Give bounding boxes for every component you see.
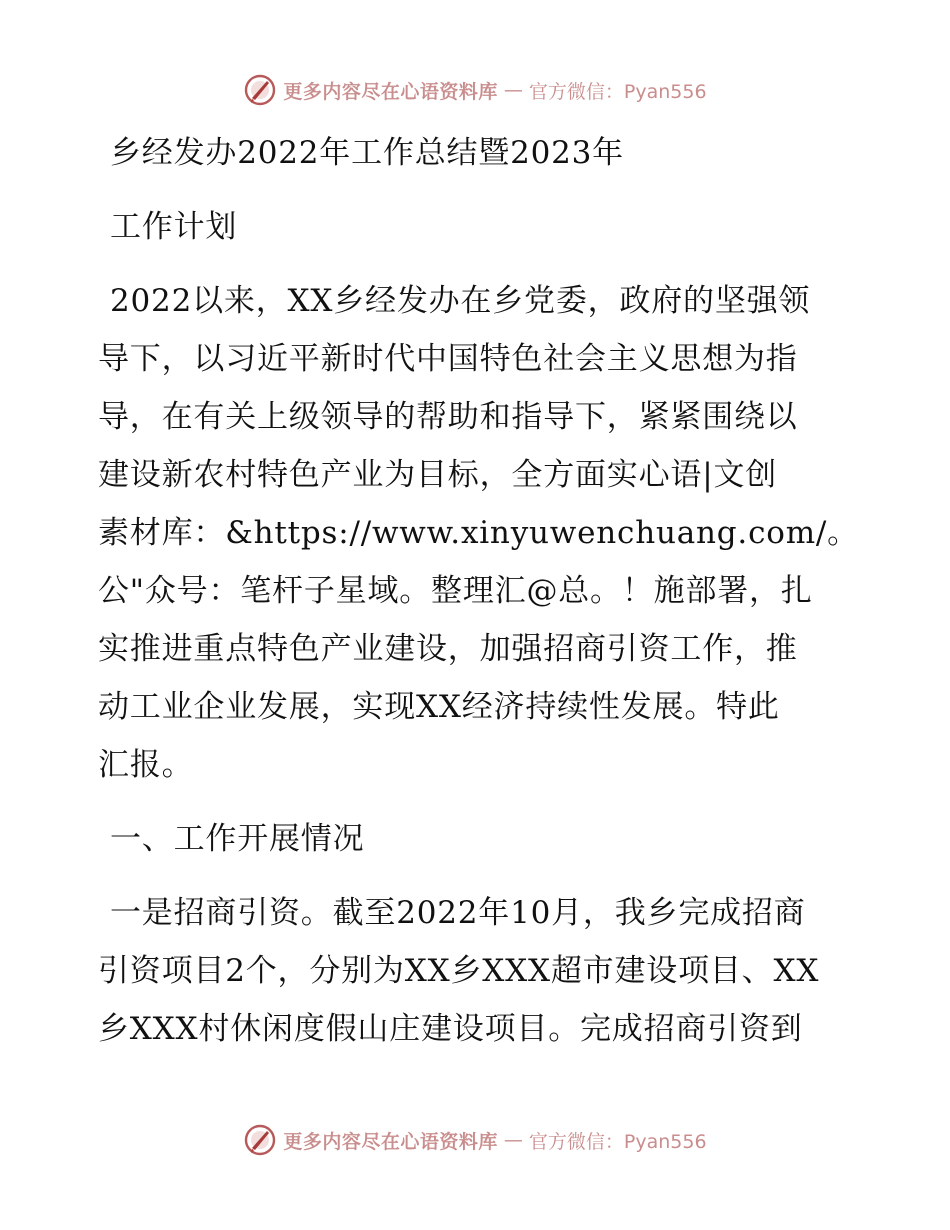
intro-line: 导下，以习近平新时代中国特色社会主义思想为指 xyxy=(98,341,798,377)
section-line: 一是招商引资。截至2022年10月，我乡完成招商 xyxy=(110,895,806,931)
watermark-text: 更多内容尽在心语资料库 xyxy=(283,80,498,103)
doc-title-line-1: 乡经发办2022年工作总结暨2023年 xyxy=(110,135,624,171)
intro-line: 汇报。 xyxy=(98,747,194,783)
watermark-dash: — xyxy=(503,1129,523,1151)
watermark-wechat: 官方微信：Pyan556 xyxy=(528,1130,707,1153)
section-line: 乡XXX村休闲度假山庄建设项目。完成招商引资到 xyxy=(98,1011,803,1047)
intro-line: 2022以来，XX乡经发办在乡党委，政府的坚强领 xyxy=(110,283,811,319)
doc-title-line-2: 工作计划 xyxy=(110,209,238,245)
intro-line: 素材库：&https://www.xinyuwenchuang.com/。 xyxy=(98,515,859,551)
watermark-wechat: 官方微信：Pyan556 xyxy=(528,80,707,103)
document-body xyxy=(98,124,858,1058)
watermark-text: 更多内容尽在心语资料库 xyxy=(283,1130,498,1153)
intro-line: 实推进重点特色产业建设，加强招商引资工作，推 xyxy=(98,631,798,667)
intro-line: 公"众号：笔杆子星域。整理汇@总。！施部署，扎 xyxy=(98,573,813,609)
section-line: 引资项目2个，分别为XX乡XXX超市建设项目、XX xyxy=(98,953,820,989)
quill-seal-icon xyxy=(243,1123,277,1157)
intro-line: 导，在有关上级领导的帮助和指导下，紧紧围绕以 xyxy=(98,399,798,435)
quill-seal-icon xyxy=(243,73,277,107)
watermark-dash: — xyxy=(503,79,523,101)
section-heading: 一、工作开展情况 xyxy=(110,821,365,857)
intro-line: 动工业企业发展，实现XX经济持续性发展。特此 xyxy=(98,689,780,725)
footer-watermark xyxy=(0,1120,950,1160)
header-watermark xyxy=(0,70,950,110)
intro-line: 建设新农村特色产业为目标，全方面实心语|文创 xyxy=(98,457,778,493)
